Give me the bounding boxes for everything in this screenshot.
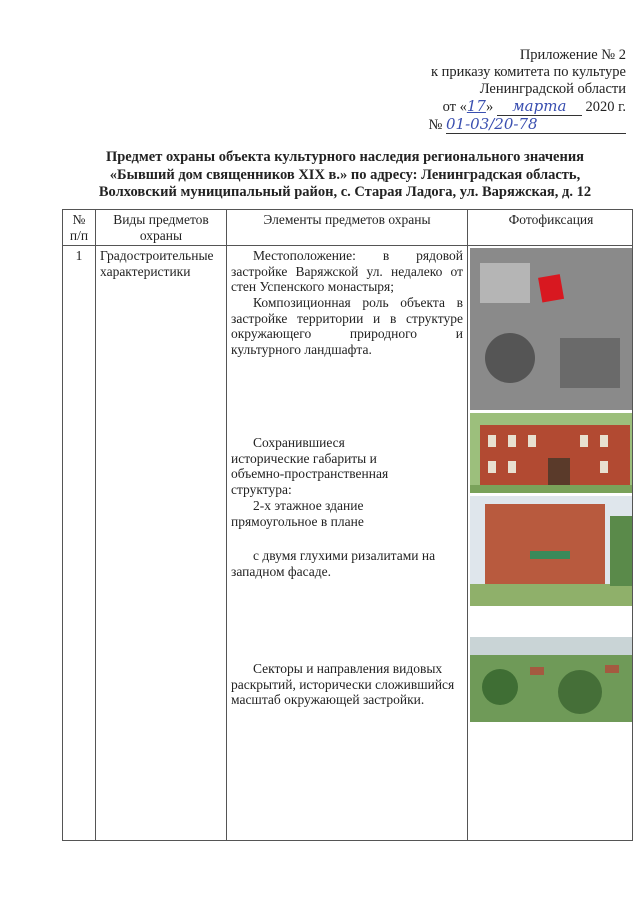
document-title bbox=[60, 149, 630, 202]
appendix-label: Приложение № 2 bbox=[519, 47, 626, 63]
element-floors: 2-х этажное здание прямоугольное в плане bbox=[231, 498, 364, 529]
region: Ленинградской области bbox=[479, 81, 626, 97]
table-header-row bbox=[63, 210, 633, 246]
order-number: № 01-03/20-78 bbox=[429, 116, 626, 134]
handwritten-month: марта bbox=[497, 98, 582, 116]
row-number: 1 bbox=[63, 246, 96, 841]
row-elements bbox=[227, 246, 468, 841]
title-line: Волховский муниципальный район, с. Старая Ладога, ул. Варяжская, д. 12 bbox=[98, 184, 592, 200]
order-date: от «17» марта 2020 г. bbox=[442, 97, 626, 115]
building-photo-side bbox=[470, 496, 632, 606]
col-header-elements: Элементы предметов охраны bbox=[227, 210, 468, 246]
protection-table bbox=[62, 209, 633, 841]
element-dimensions: Сохранившиеся исторические габариты и объемно-пространственная структура: bbox=[231, 435, 389, 497]
landscape-photo bbox=[470, 637, 632, 722]
row-type: Градостроительные характеристики bbox=[96, 246, 227, 841]
element-composition: Композиционная роль объекта в застройке территории и в структуре окружающего природного и культурного ландшафта. bbox=[231, 295, 463, 357]
element-location: Местоположение: в рядовой застройке Варяжской ул. недалеко от стен Успенского монастыря; bbox=[231, 248, 463, 294]
col-header-num: № п/п bbox=[63, 210, 96, 246]
title-line: «Бывший дом священников XIX в.» по адресу: Ленинградская область, bbox=[109, 166, 581, 183]
aerial-photo bbox=[470, 248, 632, 410]
col-header-type: Виды предметов охраны bbox=[96, 210, 227, 246]
title-line: Предмет охраны объекта культурного наследия регионального значения bbox=[105, 149, 585, 165]
table-row bbox=[63, 246, 633, 841]
handwritten-number: 01-03/20-78 bbox=[446, 116, 626, 134]
handwritten-day: 17 bbox=[466, 97, 486, 115]
row-photos bbox=[468, 246, 633, 841]
element-views: Секторы и направления видовых раскрытий, исторически сложившийся масштаб окружающей застройки. bbox=[231, 661, 455, 707]
order-ref: к приказу комитета по культуре bbox=[430, 64, 626, 80]
building-photo-front bbox=[470, 413, 632, 493]
col-header-photo: Фотофиксация bbox=[468, 210, 633, 246]
element-risalits: с двумя глухими ризалитами на западном фасаде. bbox=[231, 548, 436, 579]
appendix-header bbox=[429, 47, 626, 134]
